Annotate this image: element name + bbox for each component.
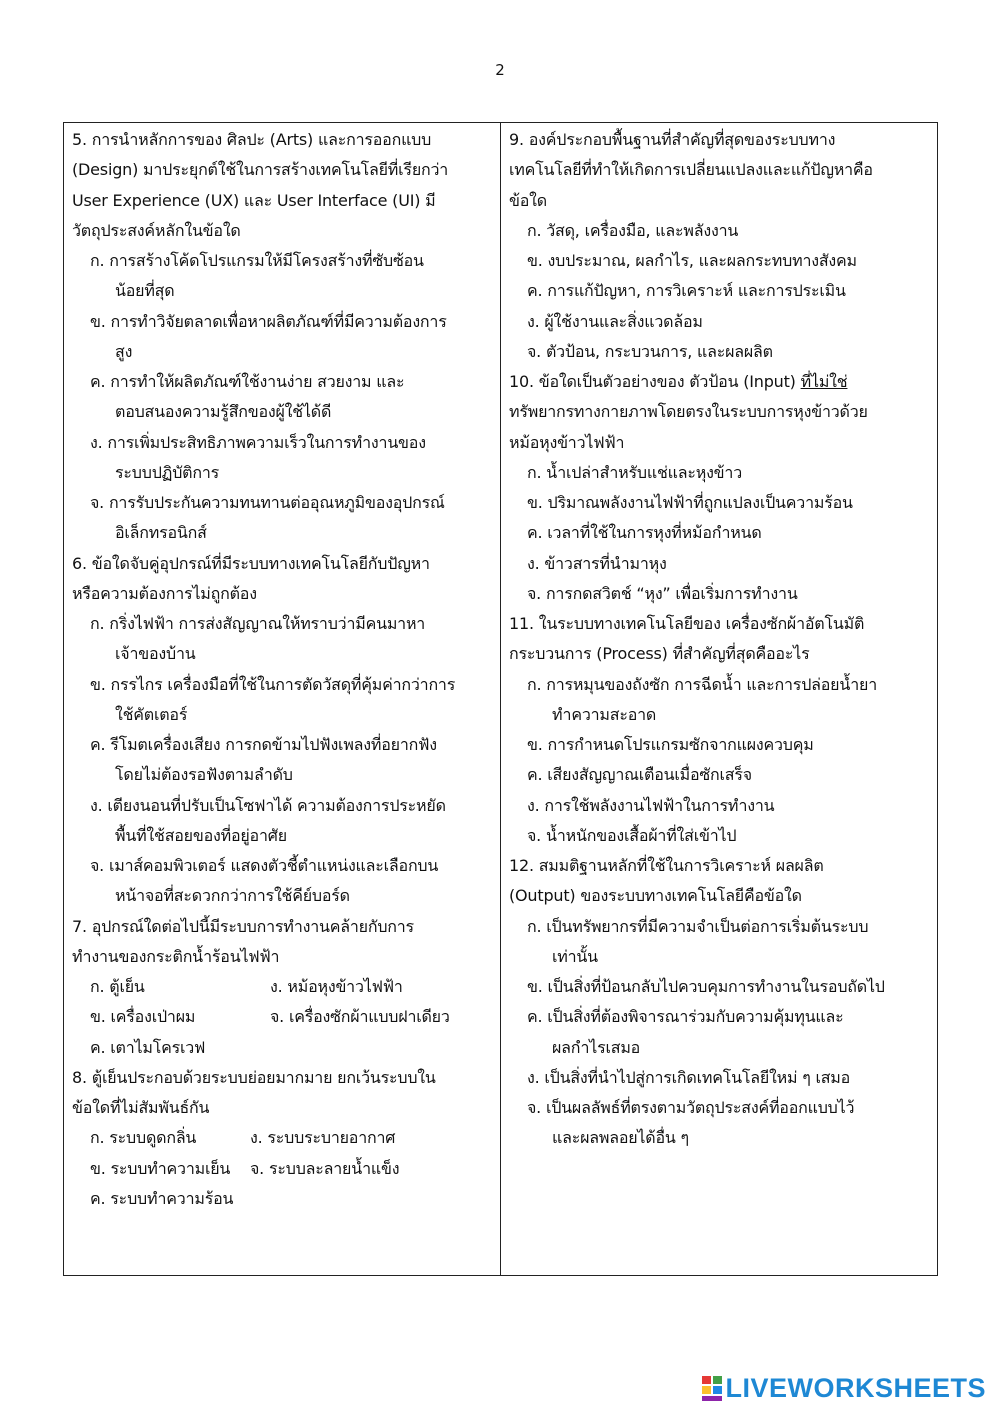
question-text: ทำงานของกระติกน้ำร้อนไฟฟ้า bbox=[72, 946, 280, 966]
choice-d[interactable]: ง. ระบบระบายอากาศ bbox=[250, 1128, 396, 1148]
choice-b[interactable]: ข. การกำหนดโปรแกรมซักจากแผงควบคุม bbox=[527, 735, 814, 754]
question-10 bbox=[509, 367, 931, 609]
question-text: 7. อุปกรณ์ใดต่อไปนี้มีระบบการทำงานคล้ายกับการ bbox=[72, 916, 414, 936]
choice-a-cont: น้อยที่สุด bbox=[115, 281, 175, 301]
choice-d[interactable]: ง. หม้อหุงข้าวไฟฟ้า bbox=[270, 977, 403, 996]
question-text bbox=[509, 367, 931, 397]
question-5 bbox=[72, 125, 494, 549]
question-11 bbox=[509, 609, 931, 851]
choice-e[interactable]: จ. น้ำหนักของเสื้อผ้าที่ใส่เข้าไป bbox=[527, 825, 737, 845]
choice-c-cont: ผลกำไรเสมอ bbox=[552, 1037, 641, 1057]
question-text: กระบวนการ (Process) ที่สำคัญที่สุดคืออะไร bbox=[509, 644, 810, 664]
choice-a[interactable]: ก. การสร้างโค้ดโปรแกรมให้มีโครงสร้างที่ซับซ้อน bbox=[90, 251, 424, 270]
choice-b[interactable]: ข. กรรไกร เครื่องมือที่ใช้ในการตัดวัสดุที่คุ้มค่ากว่าการ bbox=[90, 674, 456, 694]
choice-c[interactable]: ค. ระบบทำความร้อน bbox=[90, 1188, 234, 1208]
choice-row bbox=[72, 1154, 494, 1184]
choice-e[interactable]: จ. เครื่องซักผ้าแบบฝาเดียว bbox=[270, 1007, 450, 1027]
choice-a[interactable]: ก. น้ำเปล่าสำหรับแช่และหุงข้าว bbox=[527, 462, 742, 482]
question-text: วัตถุประสงค์หลักในข้อใด bbox=[72, 220, 241, 240]
choice-c[interactable]: ค. เวลาที่ใช้ในการหุงที่หม้อกำหนด bbox=[527, 523, 762, 543]
choice-a-cont: เจ้าของบ้าน bbox=[115, 644, 196, 664]
right-column bbox=[501, 123, 937, 1275]
left-column bbox=[64, 123, 501, 1275]
liveworksheets-logo-text: LIVEWORKSHEETS bbox=[725, 1373, 986, 1403]
liveworksheets-logo[interactable] bbox=[702, 1373, 986, 1404]
question-text: (Design) มาประยุกต์ใช้ในการสร้างเทคโนโลยีที่เรียกว่า bbox=[72, 160, 449, 180]
choice-d[interactable]: ง. การใช้พลังงานไฟฟ้าในการทำงาน bbox=[527, 795, 775, 815]
question-text: 5. การนำหลักการของ ศิลปะ (Arts) และการออกแบบ bbox=[72, 130, 432, 149]
question-text: ทรัพยากรทางกายภาพโดยตรงในระบบการหุงข้าวด้วย bbox=[509, 402, 868, 422]
question-table bbox=[63, 122, 938, 1276]
choice-e-cont: อิเล็กทรอนิกส์ bbox=[115, 523, 207, 543]
question-6 bbox=[72, 549, 494, 912]
choice-c[interactable]: ค. เตาไมโครเวฟ bbox=[90, 1037, 206, 1057]
choice-a-cont: เท่านั้น bbox=[552, 946, 598, 966]
choice-b[interactable]: ข. ปริมาณพลังงานไฟฟ้าที่ถูกแปลงเป็นความร้อน bbox=[527, 493, 853, 512]
question-text: (Output) ของระบบทางเทคโนโลยีคือข้อใด bbox=[509, 886, 802, 906]
question-text: 8. ตู้เย็นประกอบด้วยระบบย่อยมากมาย ยกเว้นระบบใน bbox=[72, 1067, 436, 1087]
question-text: 11. ในระบบทางเทคโนโลยีของ เครื่องซักผ้าอัตโนมัติ bbox=[509, 614, 865, 633]
choice-row bbox=[72, 1123, 494, 1153]
choice-c[interactable]: ค. เป็นสิ่งที่ต้องพิจารณาร่วมกับความคุ้มทุนและ bbox=[527, 1007, 844, 1027]
choice-e[interactable]: จ. เมาส์คอมพิวเตอร์ แสดงตัวชี้ตำแหน่งและเลือกบน bbox=[90, 856, 439, 875]
choice-b[interactable]: ข. ระบบทำความเย็น bbox=[90, 1158, 231, 1178]
liveworksheets-logo-icon bbox=[702, 1376, 722, 1402]
choice-c[interactable]: ค. การแก้ปัญหา, การวิเคราะห์ และการประเมิน bbox=[527, 281, 846, 301]
question-text: หรือความต้องการไม่ถูกต้อง bbox=[72, 583, 257, 603]
choice-a[interactable]: ก. กริ่งไฟฟ้า การส่งสัญญาณให้ทราบว่ามีคนมาหา bbox=[90, 614, 426, 633]
choice-d[interactable]: ง. เป็นสิ่งที่นำไปสู่การเกิดเทคโนโลยีใหม่ ๆ เสมอ bbox=[527, 1067, 851, 1087]
choice-a[interactable]: ก. ระบบดูดกลิ่น bbox=[90, 1128, 197, 1148]
choice-e-cont: หน้าจอที่สะดวกกว่าการใช้คีย์บอร์ด bbox=[115, 886, 350, 906]
page-number: 2 bbox=[495, 61, 505, 79]
choice-d-cont: พื้นที่ใช้สอยของที่อยู่อาศัย bbox=[115, 825, 287, 845]
underlined-keyword: ที่ไม่ใช่ bbox=[800, 372, 848, 391]
question-text: 9. องค์ประกอบพื้นฐานที่สำคัญที่สุดของระบบทาง bbox=[509, 130, 836, 149]
choice-a[interactable]: ก. การหมุนของถังซัก การฉีดน้ำ และการปล่อยน้ำยา bbox=[527, 674, 878, 694]
choice-d-cont: ระบบปฏิบัติการ bbox=[115, 462, 220, 482]
choice-b-cont: ใช้คัตเตอร์ bbox=[115, 704, 188, 724]
choice-c[interactable]: ค. รีโมตเครื่องเสียง การกดข้ามไปฟังเพลงที่อยากฟัง bbox=[90, 735, 437, 754]
choice-row bbox=[72, 1002, 494, 1032]
choice-d[interactable]: ง. เตียงนอนที่ปรับเป็นโซฟาได้ ความต้องการประหยัด bbox=[90, 795, 446, 815]
choice-c-cont: โดยไม่ต้องรอฟังตามลำดับ bbox=[115, 765, 293, 785]
choice-c-cont: ตอบสนองความรู้สึกของผู้ใช้ได้ดี bbox=[115, 402, 332, 422]
choice-b-cont: สูง bbox=[115, 341, 133, 361]
question-7 bbox=[72, 912, 494, 1063]
question-text-prefix: 10. ข้อใดเป็นตัวอย่างของ ตัวป้อน (Input) bbox=[509, 372, 801, 391]
choice-b[interactable]: ข. การทำวิจัยตลาดเพื่อหาผลิตภัณฑ์ที่มีความต้องการ bbox=[90, 311, 447, 331]
choice-c[interactable]: ค. เสียงสัญญาณเตือนเมื่อซักเสร็จ bbox=[527, 765, 752, 785]
choice-e[interactable]: จ. การกดสวิตช์ “หุง” เพื่อเริ่มการทำงาน bbox=[527, 583, 798, 603]
choice-e[interactable]: จ. เป็นผลลัพธ์ที่ตรงตามวัตถุประสงค์ที่ออกแบบไว้ bbox=[527, 1098, 855, 1117]
choice-d[interactable]: ง. การเพิ่มประสิทธิภาพความเร็วในการทำงานของ bbox=[90, 432, 426, 452]
choice-b[interactable]: ข. เป็นสิ่งที่ป้อนกลับไปควบคุมการทำงานในรอบถัดไป bbox=[527, 977, 885, 996]
question-text: 12. สมมติฐานหลักที่ใช้ในการวิเคราะห์ ผลผลิต bbox=[509, 856, 824, 875]
choice-e[interactable]: จ. ระบบละลายน้ำแข็ง bbox=[250, 1158, 400, 1178]
question-text: ข้อใดที่ไม่สัมพันธ์กัน bbox=[72, 1098, 210, 1117]
choice-b[interactable]: ข. งบประมาณ, ผลกำไร, และผลกระทบทางสังคม bbox=[527, 251, 857, 270]
question-text: 6. ข้อใดจับคู่อุปกรณ์ที่มีระบบทางเทคโนโลยีกับปัญหา bbox=[72, 553, 430, 573]
choice-e-cont: และผลพลอยได้อื่น ๆ bbox=[552, 1128, 689, 1148]
choice-a[interactable]: ก. เป็นทรัพยากรที่มีความจำเป็นต่อการเริ่มต้นระบบ bbox=[527, 916, 869, 936]
question-12 bbox=[509, 851, 931, 1154]
question-text: ข้อใด bbox=[509, 190, 547, 210]
choice-e[interactable]: จ. ตัวป้อน, กระบวนการ, และผลผลิต bbox=[527, 341, 773, 361]
choice-d[interactable]: ง. ข้าวสารที่นำมาหุง bbox=[527, 553, 667, 573]
choice-row bbox=[72, 972, 494, 1002]
question-text: User Experience (UX) และ User Interface (UI) มี bbox=[72, 190, 436, 210]
choice-c[interactable]: ค. การทำให้ผลิตภัณฑ์ใช้งานง่าย สวยงาม และ bbox=[90, 372, 405, 391]
choice-a[interactable]: ก. ตู้เย็น bbox=[90, 977, 145, 996]
choice-a[interactable]: ก. วัสดุ, เครื่องมือ, และพลังงาน bbox=[527, 220, 739, 240]
choice-a-cont: ทำความสะอาด bbox=[552, 704, 657, 724]
choice-d[interactable]: ง. ผู้ใช้งานและสิ่งแวดล้อม bbox=[527, 311, 703, 331]
question-text: เทคโนโลยีที่ทำให้เกิดการเปลี่ยนแปลงและแก้ปัญหาคือ bbox=[509, 160, 873, 180]
question-9 bbox=[509, 125, 931, 367]
choice-b[interactable]: ข. เครื่องเป่าผม bbox=[90, 1007, 196, 1027]
question-8 bbox=[72, 1063, 494, 1214]
question-text: หม้อหุงข้าวไฟฟ้า bbox=[509, 432, 625, 452]
choice-e[interactable]: จ. การรับประกันความทนทานต่ออุณหภูมิของอุปกรณ์ bbox=[90, 493, 445, 512]
